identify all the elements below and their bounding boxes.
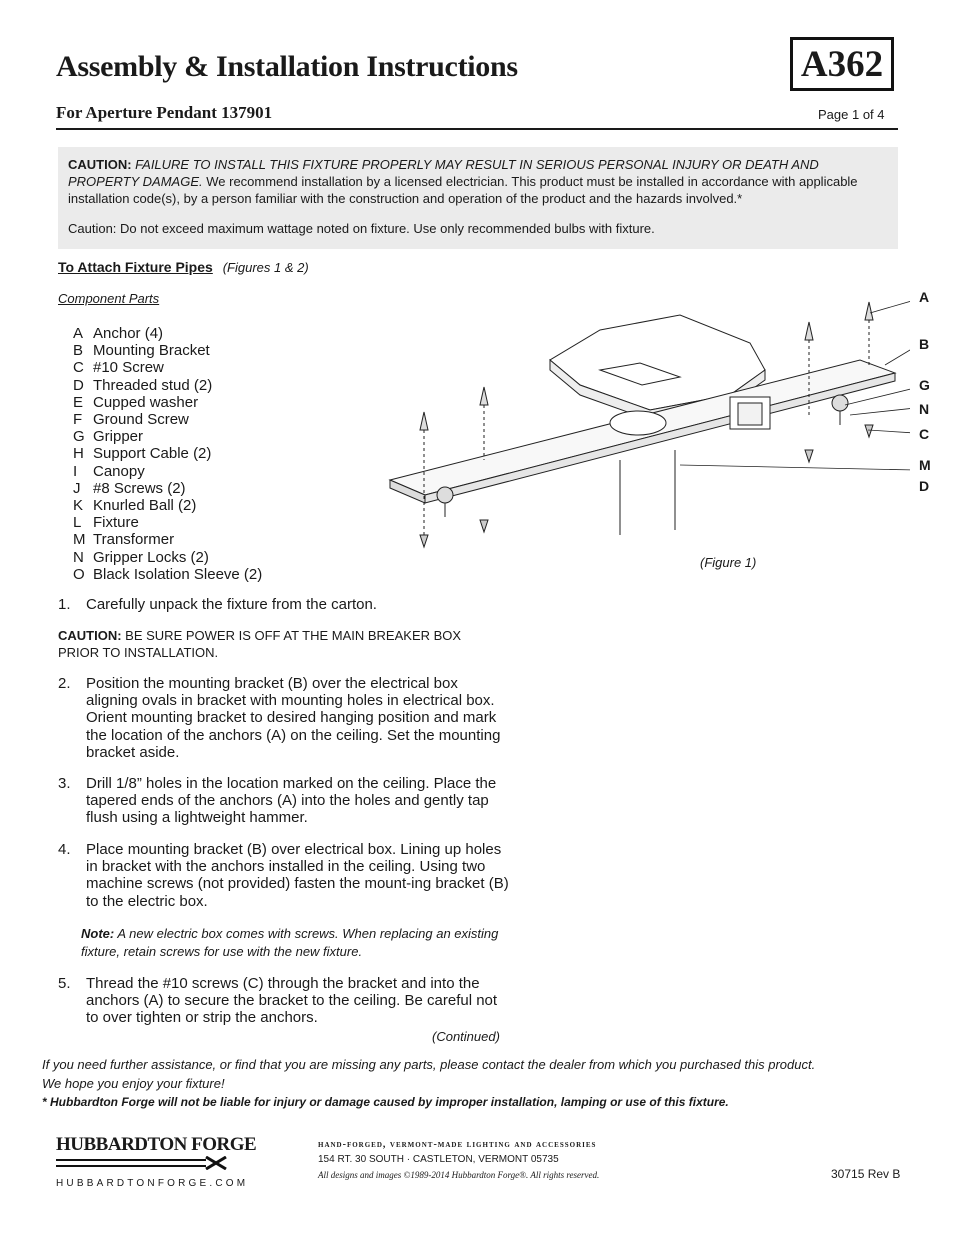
figure-1-illustration	[380, 285, 910, 565]
callout-b: B	[919, 336, 930, 352]
caution-text: We recommend installation by a licensed electrician. This product must be installed in accordance with applicable installation code(s), by a person familiar with the construction and operation of the product and the hazards involved.*	[68, 174, 858, 206]
section-heading	[58, 259, 309, 275]
power-caution	[58, 627, 498, 661]
doc-code-badge: A362	[790, 37, 894, 91]
list-item: E Cupped washer	[73, 393, 199, 411]
list-item: H Support Cable (2)	[73, 445, 212, 463]
page-number: Page 1 of 4	[818, 107, 885, 122]
list-item: C #10 Screw	[73, 359, 164, 377]
company-logo	[56, 1134, 256, 1175]
list-item: F Ground Screw	[73, 411, 189, 429]
list-item: L Fixture	[73, 514, 139, 532]
list-item: K Knurled Ball (2)	[73, 497, 197, 515]
step-4: 4. Place mounting bracket (B) over electrical box. Lining up holes in bracket with the anchors installed in the ceiling. Using two machine screws (not provided) fasten the mount-ing bracket (B) to the electric box.	[58, 841, 509, 910]
component-parts-heading: Component Parts	[58, 291, 160, 306]
list-item: D Threaded stud (2)	[73, 376, 213, 394]
callout-g: G	[919, 377, 930, 393]
callout-a: A	[919, 289, 930, 305]
list-item: B Mounting Bracket	[73, 342, 210, 360]
caution-paragraph	[68, 156, 888, 207]
list-item: M Transformer	[73, 531, 175, 549]
caution-warning: FAILURE TO INSTALL THIS FIXTURE PROPERLY MAY RESULT IN SERIOUS PERSONAL INJURY OR DEATH AND PROPERTY DAMAGE.	[68, 157, 819, 189]
section-figures-ref: (Figures 1 & 2)	[222, 260, 309, 275]
liability-note: * Hubbardton Forge will not be liable for injury or damage caused by improper installation, lamping or use of this fixture.	[42, 1095, 729, 1109]
list-item: O Black Isolation Sleeve (2)	[73, 565, 263, 583]
section-title: To Attach Fixture Pipes	[58, 259, 213, 275]
note-text: A new electric box comes with screws. When replacing an existing fixture, retain screws for use with the new fixture.	[81, 926, 499, 959]
step-2: 2. Position the mounting bracket (B) over the electrical box aligning ovals in bracket with mounting holes in electrical box. Orient mounting bracket to desired hanging position and mark the location of the anchors (A) on the ceiling. Set the mounting bracket aside.	[58, 675, 501, 761]
help-line-2: We hope you enjoy your fixture!	[42, 1076, 225, 1091]
company-address: 154 RT. 30 SOUTH · CASTLETON, VERMONT 05735	[318, 1154, 559, 1165]
callout-n: N	[919, 401, 930, 417]
callout-m: M	[919, 457, 931, 473]
copyright: All designs and images ©1989-2014 Hubbardton Forge®. All rights reserved.	[318, 1170, 600, 1180]
step-1: 1. Carefully unpack the fixture from the carton.	[58, 596, 377, 613]
continued-label: (Continued)	[432, 1029, 500, 1044]
company-tagline: hand-forged, vermont-made lighting and accessories	[318, 1139, 597, 1150]
list-item: I Canopy	[73, 462, 145, 480]
parts-list	[73, 325, 262, 583]
list-item: A Anchor (4)	[73, 325, 164, 342]
figure-caption: (Figure 1)	[700, 555, 757, 570]
list-item: G Gripper	[73, 428, 144, 446]
note	[81, 925, 501, 961]
callout-c: C	[919, 426, 930, 442]
callout-d: D	[919, 478, 930, 494]
power-caution-label: CAUTION:	[58, 628, 122, 643]
list-item: N Gripper Locks (2)	[73, 548, 209, 566]
help-text	[42, 1055, 902, 1093]
caution-box	[58, 147, 898, 249]
help-line-1: If you need further assistance, or find that you are missing any parts, please contact the dealer from which you purchased this product.	[42, 1057, 816, 1072]
header-rule	[56, 128, 898, 130]
revision-code: 30715 Rev B	[831, 1167, 901, 1181]
logo-wordmark: HUBBARDTON FORGE	[56, 1134, 257, 1155]
note-label: Note:	[81, 926, 115, 941]
logo-forge-icon	[56, 1156, 246, 1170]
website-link[interactable]: HUBBARDTONFORGE.COM	[56, 1178, 249, 1189]
step-5: 5. Thread the #10 screws (C) through the bracket and into the anchors (A) to secure the bracket to the ceiling. Be careful not to over tighten or strip the anchors.	[58, 975, 498, 1027]
page-subtitle: For Aperture Pendant 137901	[56, 103, 273, 122]
page-title: Assembly & Installation Instructions	[56, 50, 518, 83]
wattage-caution: Caution: Do not exceed maximum wattage noted on fixture. Use only recommended bulbs with fixture.	[68, 221, 655, 236]
power-caution-text: BE SURE POWER IS OFF AT THE MAIN BREAKER BOX PRIOR TO INSTALLATION.	[58, 628, 462, 660]
caution-label: CAUTION:	[68, 157, 132, 172]
step-3: 3. Drill 1/8” holes in the location marked on the ceiling. Place the tapered ends of the anchors (A) into the holes and gently tap flush using a lightweight hammer.	[58, 775, 497, 827]
list-item: J #8 Screws (2)	[73, 479, 186, 497]
